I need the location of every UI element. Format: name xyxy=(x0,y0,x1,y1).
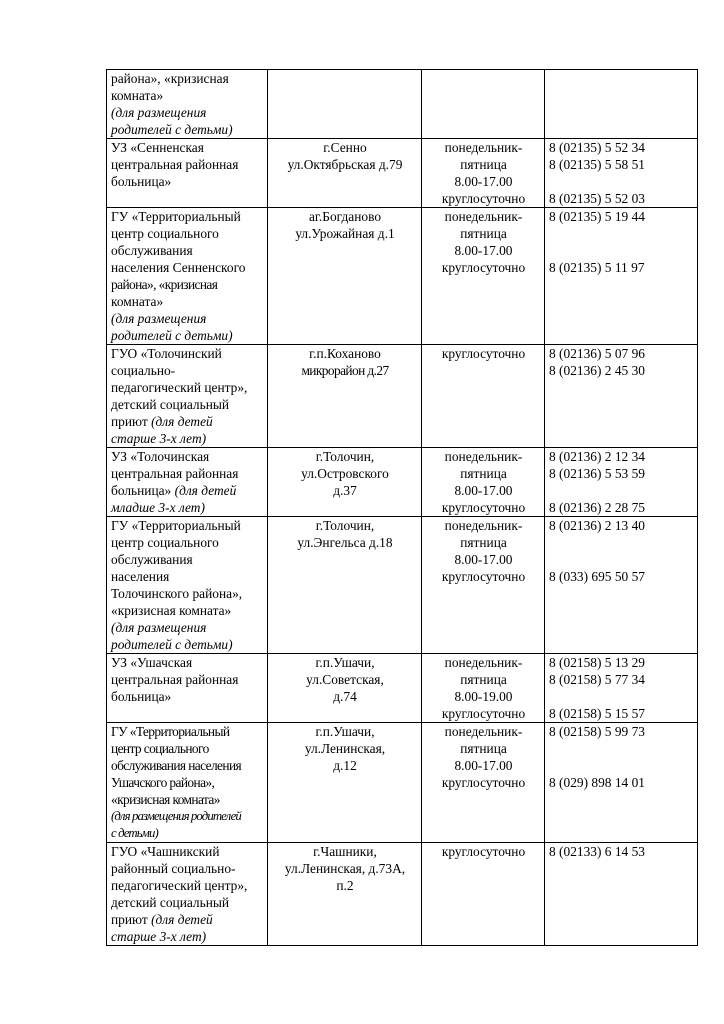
hours-line: пятница xyxy=(460,535,507,550)
organization-cell xyxy=(107,345,268,448)
organization-line: центр социального xyxy=(111,741,209,756)
organization-line: педагогический центр», xyxy=(111,380,248,395)
hours-line: пятница xyxy=(460,157,507,172)
organization-note: (для размещения xyxy=(111,620,207,635)
organization-line: центральная районная xyxy=(111,157,239,172)
hours-cell xyxy=(422,139,545,208)
organization-cell xyxy=(107,517,268,654)
phone-number: 8 (02136) 2 28 75 xyxy=(549,500,645,515)
phone-number: 8 (02158) 5 77 34 xyxy=(549,672,645,687)
organization-line: населения Сенненского xyxy=(111,260,246,275)
hours-line: круглосуточно xyxy=(441,260,526,275)
blank-line xyxy=(549,225,694,242)
organization-line: социально- xyxy=(111,363,176,378)
organization-line: центральная районная xyxy=(111,466,239,481)
address-cell xyxy=(268,208,422,345)
organization-note: родителей с детьми) xyxy=(111,122,233,137)
organization-note: (для размещения xyxy=(111,105,207,120)
organization-note: (для размещения xyxy=(111,311,207,326)
blank-line xyxy=(549,242,694,259)
address-line: г.п.Ушачи, xyxy=(315,655,375,670)
address-line: ул.Островского xyxy=(301,466,389,481)
address-cell xyxy=(268,448,422,517)
hours-line: 8.00-17.00 xyxy=(454,243,513,258)
blank-line xyxy=(549,482,694,499)
organization-line: обслуживания xyxy=(111,552,193,567)
organization-cell xyxy=(107,208,268,345)
hours-line: круглосуточно xyxy=(441,191,526,206)
phone-cell xyxy=(545,345,698,448)
table-row xyxy=(107,654,698,723)
organization-line: УЗ «Сенненская xyxy=(111,140,204,155)
hours-line: пятница xyxy=(460,741,507,756)
organization-note: родителей с детьми) xyxy=(111,637,233,652)
hours-line: 8.00-17.00 xyxy=(454,552,513,567)
phone-number: 8 (033) 695 50 57 xyxy=(549,569,645,584)
organization-line: детский социальный xyxy=(111,397,230,412)
table-row xyxy=(107,70,698,139)
address-line: п.2 xyxy=(336,878,354,893)
phone-cell xyxy=(545,139,698,208)
organization-line: обслуживания населения xyxy=(111,758,242,773)
phone-number: 8 (02135) 5 52 03 xyxy=(549,191,645,206)
phone-number: 8 (02136) 2 45 30 xyxy=(549,363,645,378)
address-line: ул.Октябрьская д.79 xyxy=(287,157,403,172)
hours-line: понедельник- xyxy=(444,724,523,739)
hours-cell xyxy=(422,345,545,448)
address-line: ул.Ленинская, д.73А, xyxy=(284,861,406,876)
address-cell xyxy=(268,517,422,654)
organization-cell xyxy=(107,70,268,139)
hours-cell xyxy=(422,517,545,654)
hours-line: понедельник- xyxy=(444,449,523,464)
organization-cell xyxy=(107,843,268,946)
organization-text: приют xyxy=(111,912,152,927)
address-cell xyxy=(268,139,422,208)
address-line: г.Сенно xyxy=(323,140,367,155)
address-line: микрорайон д.27 xyxy=(301,363,389,378)
table-row xyxy=(107,723,698,843)
table-row xyxy=(107,448,698,517)
address-cell xyxy=(268,723,422,843)
address-line: г.Толочин, xyxy=(315,518,375,533)
organization-line: ГУО «Чашникский xyxy=(111,844,220,859)
organization-line: ГУО «Толочинский xyxy=(111,346,222,361)
table-row xyxy=(107,843,698,946)
organization-note: младше 3-х лет) xyxy=(111,500,205,515)
hours-line: пятница xyxy=(460,466,507,481)
address-cell xyxy=(268,70,422,139)
blank-line xyxy=(549,757,694,774)
organization-line: УЗ «Толочинская xyxy=(111,449,210,464)
organization-line: комната» xyxy=(111,88,164,103)
hours-cell xyxy=(422,654,545,723)
organization-cell xyxy=(107,654,268,723)
address-line: д.37 xyxy=(333,483,357,498)
hours-line: круглосуточно xyxy=(441,346,526,361)
address-line: ул.Энгельса д.18 xyxy=(297,535,393,550)
organization-line xyxy=(111,413,264,430)
hours-line: круглосуточно xyxy=(441,706,526,721)
hours-line: круглосуточно xyxy=(441,569,526,584)
organization-line: района», «кризисная xyxy=(111,71,229,86)
organization-line: больница» xyxy=(111,174,172,189)
organization-note: старше 3-х лет) xyxy=(111,431,207,446)
organization-line: «кризисная комната» xyxy=(111,792,220,807)
organization-cell xyxy=(107,723,268,843)
organization-line: обслуживания xyxy=(111,243,193,258)
phone-number: 8 (029) 898 14 01 xyxy=(549,775,645,790)
organization-note: с детьми) xyxy=(111,826,158,840)
phone-number: 8 (02135) 5 11 97 xyxy=(549,260,645,275)
phone-number: 8 (02158) 5 15 57 xyxy=(549,706,645,721)
organization-line: детский социальный xyxy=(111,895,230,910)
blank-line xyxy=(549,534,694,551)
organization-line: центральная районная xyxy=(111,672,239,687)
phone-number: 8 (02135) 5 19 44 xyxy=(549,209,645,224)
hours-line: круглосуточно xyxy=(441,500,526,515)
phone-number: 8 (02136) 5 53 59 xyxy=(549,466,645,481)
organization-note: старше 3-х лет) xyxy=(111,929,207,944)
blank-line xyxy=(549,688,694,705)
contacts-table-body xyxy=(107,70,698,946)
organization-line: ГУ «Территориальный xyxy=(111,209,241,224)
hours-line: круглосуточно xyxy=(441,775,526,790)
organization-note: (для размещения родителей xyxy=(111,809,241,823)
address-line: ул.Урожайная д.1 xyxy=(295,226,395,241)
organization-line: Толочинского района», xyxy=(111,586,243,601)
organization-line: центр социального xyxy=(111,226,219,241)
address-cell xyxy=(268,843,422,946)
organization-line: районный социально- xyxy=(111,861,236,876)
phone-cell xyxy=(545,723,698,843)
phone-number: 8 (02133) 6 14 53 xyxy=(549,844,645,859)
organization-text: больница» xyxy=(111,483,175,498)
organization-line: населения xyxy=(111,569,170,584)
hours-line: пятница xyxy=(460,672,507,687)
phone-number: 8 (02158) 5 99 73 xyxy=(549,724,645,739)
organization-note: (для детей xyxy=(151,912,213,927)
phone-cell xyxy=(545,208,698,345)
table-row xyxy=(107,208,698,345)
organization-line: «кризисная комната» xyxy=(111,603,232,618)
hours-line: 8.00-17.00 xyxy=(454,483,513,498)
organization-text: приют xyxy=(111,414,152,429)
organization-line: УЗ «Ушачская xyxy=(111,655,193,670)
hours-line: 8.00-17.00 xyxy=(454,758,513,773)
hours-line: понедельник- xyxy=(444,518,523,533)
phone-cell xyxy=(545,517,698,654)
phone-number: 8 (02135) 5 58 51 xyxy=(549,157,645,172)
organization-line: комната» xyxy=(111,294,164,309)
organization-cell xyxy=(107,448,268,517)
phone-number: 8 (02136) 2 12 34 xyxy=(549,449,645,464)
address-cell xyxy=(268,345,422,448)
phone-number: 8 (02136) 5 07 96 xyxy=(549,346,645,361)
phone-number: 8 (02158) 5 13 29 xyxy=(549,655,645,670)
hours-line: пятница xyxy=(460,226,507,241)
hours-cell xyxy=(422,843,545,946)
address-line: аг.Богданово xyxy=(308,209,382,224)
organization-line: Ушачского района», xyxy=(111,775,215,790)
address-cell xyxy=(268,654,422,723)
address-line: д.74 xyxy=(333,689,357,704)
address-line: ул.Советская, xyxy=(306,672,384,687)
organization-line xyxy=(111,911,264,928)
organization-line: педагогический центр», xyxy=(111,878,248,893)
hours-cell xyxy=(422,208,545,345)
blank-line xyxy=(549,551,694,568)
phone-number: 8 (02136) 2 13 40 xyxy=(549,518,645,533)
table-row xyxy=(107,517,698,654)
organization-line: ГУ «Территориальный xyxy=(111,724,230,739)
hours-line: 8.00-17.00 xyxy=(454,174,513,189)
hours-line: понедельник- xyxy=(444,140,523,155)
hours-line: понедельник- xyxy=(444,655,523,670)
address-line: г.Толочин, xyxy=(315,449,375,464)
contacts-table xyxy=(106,69,698,946)
organization-cell xyxy=(107,139,268,208)
phone-cell xyxy=(545,654,698,723)
phone-cell xyxy=(545,448,698,517)
organization-line: больница» xyxy=(111,689,172,704)
organization-line: района», «кризисная xyxy=(111,277,218,292)
address-line: г.п.Коханово xyxy=(309,346,381,361)
address-line: г.п.Ушачи, xyxy=(315,724,375,739)
table-row xyxy=(107,345,698,448)
hours-line: понедельник- xyxy=(444,209,523,224)
hours-cell xyxy=(422,448,545,517)
address-line: д.12 xyxy=(333,758,357,773)
blank-line xyxy=(549,740,694,757)
phone-number: 8 (02135) 5 52 34 xyxy=(549,140,645,155)
table-row xyxy=(107,139,698,208)
organization-note: (для детей xyxy=(174,483,237,498)
organization-note: (для детей xyxy=(151,414,213,429)
address-line: г.Чашники, xyxy=(313,844,377,859)
blank-line xyxy=(549,173,694,190)
address-line: ул.Ленинская, xyxy=(304,741,386,756)
organization-note: родителей с детьми) xyxy=(111,328,233,343)
hours-line: круглосуточно xyxy=(441,844,526,859)
hours-line: 8.00-19.00 xyxy=(454,689,513,704)
hours-cell xyxy=(422,70,545,139)
phone-cell xyxy=(545,843,698,946)
organization-line xyxy=(111,482,264,499)
phone-cell xyxy=(545,70,698,139)
organization-line: ГУ «Территориальный xyxy=(111,518,241,533)
organization-line: центр социального xyxy=(111,535,219,550)
hours-cell xyxy=(422,723,545,843)
